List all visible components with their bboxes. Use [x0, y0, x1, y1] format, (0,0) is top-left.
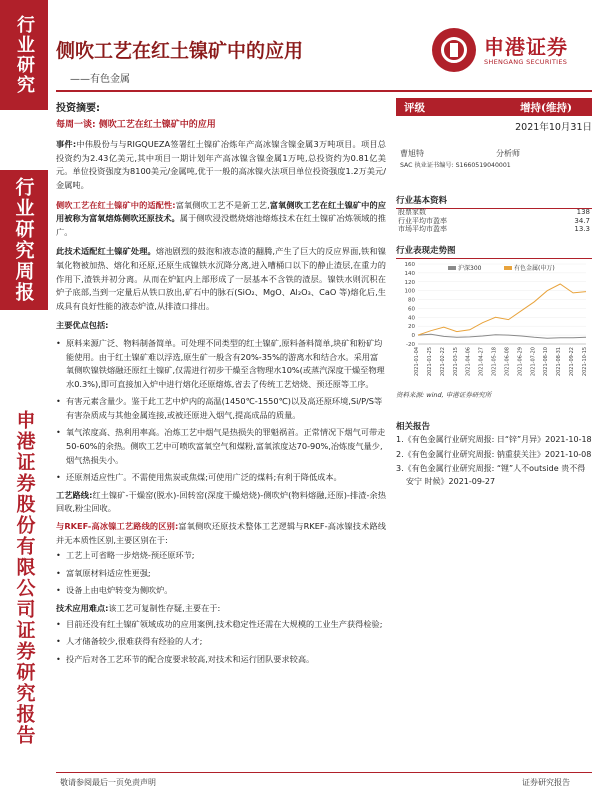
table-row: [396, 208, 592, 217]
footer-divider: [56, 772, 592, 773]
chart-svg: [396, 258, 592, 388]
route-lead: 工艺路线:: [56, 489, 93, 500]
difficulty-lead: 技术应用难点:: [56, 603, 109, 613]
rating-value: 增持(维持): [520, 102, 572, 114]
rkef-item: • 工艺上可省略一步焙烧-预还原环节;: [56, 549, 386, 563]
rkef-text: 富氧侧吹还原技术整体工艺逻辑与RKEF-高冰镍技术路线并无本质性区别,主要区别在于:: [56, 521, 386, 545]
row-value: 13.3: [574, 225, 590, 233]
x-tick-label: 2021-10-15: [582, 347, 588, 377]
rkef-item: • 富氧原材料适应性更强;: [56, 567, 386, 581]
adaptability-bold: 富氧侧吹工艺在红土镍矿中的应用被称为富氧熔炼侧吹还原技术。: [56, 199, 386, 224]
rkef-paragraph: [56, 520, 386, 547]
x-tick-label: 2021-01-25: [426, 347, 433, 377]
main-column: [56, 98, 386, 778]
event-lead: 事件:: [56, 139, 77, 150]
event-paragraph: [56, 138, 386, 192]
x-tick-label: 2021-06-29: [517, 347, 524, 377]
difficulty-item: • 投产后对各工艺环节的配合度要求较高,对技术和运行团队要求较高。: [56, 653, 386, 667]
x-tick-label: 2021-01-04: [414, 347, 420, 377]
sac-number: SAC 执业证书编号: S1660519040001: [400, 162, 511, 169]
header-divider: [56, 90, 592, 92]
x-tick-label: 2021-05-18: [491, 347, 498, 377]
x-tick-label: 2021-02-22: [439, 347, 446, 377]
event-text: 中伟股份与与RIGQUEZA签署红土镍矿冶炼年产高冰镍含镍金属3万吨项目。项目总投资约为2.43亿美元,其中项目一期计划年产高冰镍含镍金属1万吨,总投资约为0.81亿美元。单位投资强度为8100美元/金属吨,优于一般的高冰镍火法项目单位投资强度1.2万美元/金属吨。: [56, 139, 386, 190]
difficulty-item: • 目前还没有红土镍矿领域成功的应用案例,技术稳定性还需在大规模的工业生产获得检验;: [56, 618, 386, 632]
x-tick-label: 2021-04-06: [465, 347, 472, 377]
related-report-link[interactable]: 2.《有色金属行业研究周报: 钠重获关注》2021-10-08: [396, 449, 592, 459]
y-tick-label: 100: [404, 288, 415, 295]
y-tick-label: 160: [404, 262, 415, 268]
x-tick-label: 2021-06-08: [504, 347, 511, 377]
related-heading: 相关报告: [396, 422, 431, 432]
legend-label: 沪深300: [458, 265, 482, 272]
x-tick-label: 2021-08-31: [556, 347, 563, 377]
weekly-topic: 每周一谈: 侧吹工艺在红土镍矿中的应用: [56, 119, 216, 130]
category-tag: [0, 0, 48, 110]
adaptability-lead: 侧吹工艺在红土镍矿中的适配性:: [56, 199, 176, 210]
y-tick-label: 120: [404, 279, 415, 286]
analyst-name: 曹旭特: [400, 149, 424, 158]
y-tick-label: -20: [406, 342, 415, 348]
x-tick-label: 2021-03-15: [452, 347, 459, 377]
row-value: 138: [576, 208, 590, 216]
advantage-item: • 氧气浓度高、热利用率高。冶炼工艺中烟气是热损失的罪魁祸首。正常情况下烟气可带走50-60%的余热。侧吹工艺中可喷吹富氧空气和煤粉,富氧浓度达70-90%,冶炼废气量少,烟气热损失小。: [56, 426, 386, 467]
company-vertical: [6, 410, 42, 746]
disclaimer-note: 敬请参阅最后一页免责声明: [60, 778, 156, 787]
legend-swatch: [448, 266, 456, 270]
adaptability-paragraph: [56, 199, 386, 240]
basics-table: [396, 208, 592, 234]
adaptability-text: 富氧侧吹工艺不是新工艺,: [175, 199, 270, 210]
y-tick-label: 0: [411, 333, 415, 340]
y-tick-label: 60: [408, 306, 415, 313]
advantage-item: • 原料来源广泛、物料制备简单。可处理不同类型的红土镍矿,原料备料简单,块矿和粉矿均能使用。由于红土镍矿难以浮选,原生矿一般含有20%-35%的游离水和结合水。采用富氧侧吹镍铁熔融还原红土镍矿,仅需进行初步干燥至含物理水10%(或蒸汽深度干燥至物理水0.3%),即可直接加入炉中进行熔化还原熔炼,省去了传统工艺焙烧、预还原等工序。: [56, 337, 386, 391]
related-report-link[interactable]: 3.《有色金属行业研究周报: “锂”人不outside 贵不得安宁 时候》2021-09-27: [396, 464, 586, 486]
row-label: 股票家数: [398, 208, 426, 216]
summary-heading: 投资摘要:: [56, 103, 100, 114]
route-text: 红土镍矿-干燥窑(脱水)-回转窑(深度干燥焙烧)-侧吹炉(物料熔融,还原)-排渣-余热回收,粉尘回收。: [56, 489, 386, 514]
left-banner: [0, 0, 48, 800]
table-row: [396, 217, 592, 226]
row-label: 行业平均市盈率: [398, 216, 447, 225]
difficulty-text: 该工艺可复制性存疑,主要在于:: [108, 603, 221, 613]
company-vertical-text: 申港证券股份有限公司证券研究报告: [13, 410, 36, 746]
logo-name: 申港证券: [484, 35, 568, 59]
y-tick-label: 140: [404, 270, 415, 277]
report-subtitle: ——有色金属: [70, 74, 130, 85]
chart-source: 资料来源: wind, 申港证券研究所: [396, 391, 492, 399]
x-tick-label: 2021-07-20: [530, 347, 537, 377]
rkef-item: • 设备上由电炉转变为侧吹炉。: [56, 584, 386, 598]
adaptability-tail: 属于侧吹浸没燃烧熔池熔炼技术在红土镍矿冶炼领域的推广。: [56, 213, 386, 237]
series-line: [418, 284, 586, 335]
logo-mark-icon: [432, 28, 476, 72]
report-type-tag: [0, 170, 48, 310]
y-tick-label: 80: [408, 297, 415, 304]
process-text: 熔池剧烈的鼓泡和液态渣的翻腾,产生了巨大的反应界面,铁和镍氧化物被加热、熔化和还原,还原生成镍铁水沉降分离,进入嘈桶口以下的静止渣层,在重力的作用下,渣铁并初分离。从而在炉缸内上部形成了一层基本不含铁的渣层。镍铁水则沉积在炉子底部,当到一定量后从铁口放出,矿石中的脉石(SiO₂、MgO、Al₂O₃、CaO 等)熔化后,生成具有良好性能的液态炉渣,从排渣口排出。: [56, 246, 386, 311]
rating-bar: [396, 98, 592, 116]
advantage-item: • 有害元素含量少。鉴于此工艺中炉内的高温(1450℃-1550℃)以及高还原环境,Si/P/S等有害杂质成与其他金属连接,或被还原进入烟气,提高成品的质量。: [56, 395, 386, 422]
company-logo: [432, 28, 592, 76]
legend-label: 有色金属(申万): [514, 265, 555, 272]
industry-trend-chart: [396, 258, 592, 388]
basics-heading: 行业基本资料: [396, 194, 592, 209]
route-paragraph: [56, 489, 386, 516]
footer-label: 证券研究报告: [522, 778, 570, 787]
difficulty-item: • 人才储备较少,很难获得有经验的人才;: [56, 635, 386, 649]
analyst-title: 分析师: [496, 149, 520, 158]
logo-english: SHENGANG SECURITIES: [484, 58, 568, 66]
process-lead: 此技术适配红土镍矿处理。: [56, 246, 156, 257]
legend-swatch: [504, 266, 512, 270]
category-tag-text: 行业研究: [14, 15, 35, 95]
rating-label: 评级: [404, 102, 425, 114]
related-list: [396, 434, 592, 490]
related-report-link[interactable]: 1.《有色金属行业研究周报: 日“锌”月异》2021-10-18: [396, 435, 592, 444]
report-title: 侧吹工艺在红土镍矿中的应用: [56, 40, 304, 62]
x-tick-label: 2021-09-22: [569, 347, 576, 377]
process-paragraph: [56, 245, 386, 313]
difficulty-paragraph: [56, 602, 386, 616]
row-value: 34.7: [574, 216, 590, 225]
x-tick-label: 2021-04-27: [478, 347, 485, 377]
row-label: 市场平均市盈率: [398, 225, 447, 233]
report-type-text: 行业研究周报: [12, 177, 35, 303]
series-line: [418, 334, 586, 338]
trend-heading: 行业表现走势图: [396, 244, 592, 259]
table-row: [396, 225, 592, 234]
advantages-heading: 主要优点包括:: [56, 320, 109, 331]
rkef-lead: 与RKEF-高冰镍工艺路线的区别:: [56, 521, 179, 532]
x-tick-label: 2021-08-10: [543, 347, 550, 377]
advantage-item: • 还原剂适应性广。不需使用焦炭或焦煤;可使用广泛的煤料;有利于降低成本。: [56, 471, 386, 485]
y-tick-label: 20: [408, 324, 415, 331]
y-tick-label: 40: [408, 315, 415, 322]
report-date: 2021年10月31日: [515, 122, 592, 133]
